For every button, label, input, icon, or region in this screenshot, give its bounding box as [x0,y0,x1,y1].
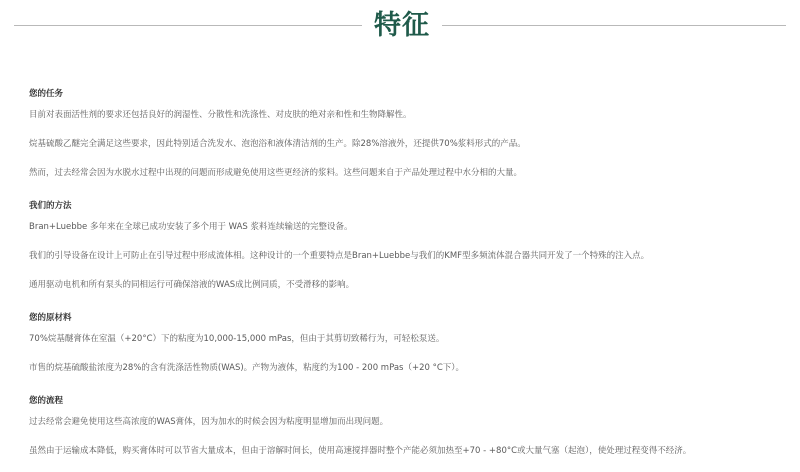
section-your-task [29,84,789,179]
title-divider-left [14,25,362,26]
title-divider-right [442,25,786,26]
section-heading: 您的任务 [29,89,64,99]
paragraph: 市售的烷基硫酸盐浓度为28%的含有洗涤活性物质(WAS)。产物为液体，粘度约为100 - 200 mPas（+20 °C下）。 [29,363,465,373]
page-title: 特征 [374,10,430,41]
section-your-process [29,391,789,457]
section-heading: 您的流程 [29,396,64,406]
paragraph: 70%烷基醚膏体在室温（+20°C）下的粘度为10,000-15,000 mPas，但由于其剪切致稀行为，可轻松泵送。 [29,334,445,344]
paragraph: 烷基硫酸乙醚完全满足这些要求，因此特别适合洗发水、泡泡浴和液体清洁剂的生产。除28%溶液外，还提供70%浆料形式的产品。 [29,139,526,149]
paragraph: 目前对表面活性剂的要求还包括良好的润湿性、分散性和洗涤性、对皮肤的绝对亲和性和生物降解性。 [29,110,412,120]
section-heading: 您的原材料 [29,313,72,323]
section-your-raw-materials [29,308,789,374]
paragraph: 然而，过去经常会因为水脱水过程中出现的问题而形成避免使用这些更经济的浆料。这些问题来自于产品处理过程中水分相的大量。 [29,168,523,178]
paragraph: 虽然由于运输成本降低，购买膏体时可以节省大量成本，但由于溶解时间长，使用高速搅拌器时整个产能必须加热至+70 - +80°C或大量气塞（起泡），使处理过程变得不经济。 [29,446,692,456]
paragraph: 过去经常会避免使用这些高浓度的WAS膏体，因为加水的时候会因为粘度明显增加而出现问题。 [29,417,389,427]
features-content [29,84,789,457]
section-our-approach [29,196,789,291]
section-heading: 我们的方法 [29,201,72,211]
section-title-bar [0,6,800,46]
paragraph: 通用驱动电机和所有泵头的同相运行可确保溶液的WAS成比例同质，不受滑移的影响。 [29,280,355,290]
paragraph: Bran+Luebbe 多年来在全球已成功安装了多个用于 WAS 浆料连续输送的完整设备。 [29,222,353,232]
paragraph: 我们的引导设备在设计上可防止在引导过程中形成流体相。这种设计的一个重要特点是Bran+Luebbe与我们的KMF型多频流体混合器共同开发了一个特殊的注入点。 [29,251,650,261]
